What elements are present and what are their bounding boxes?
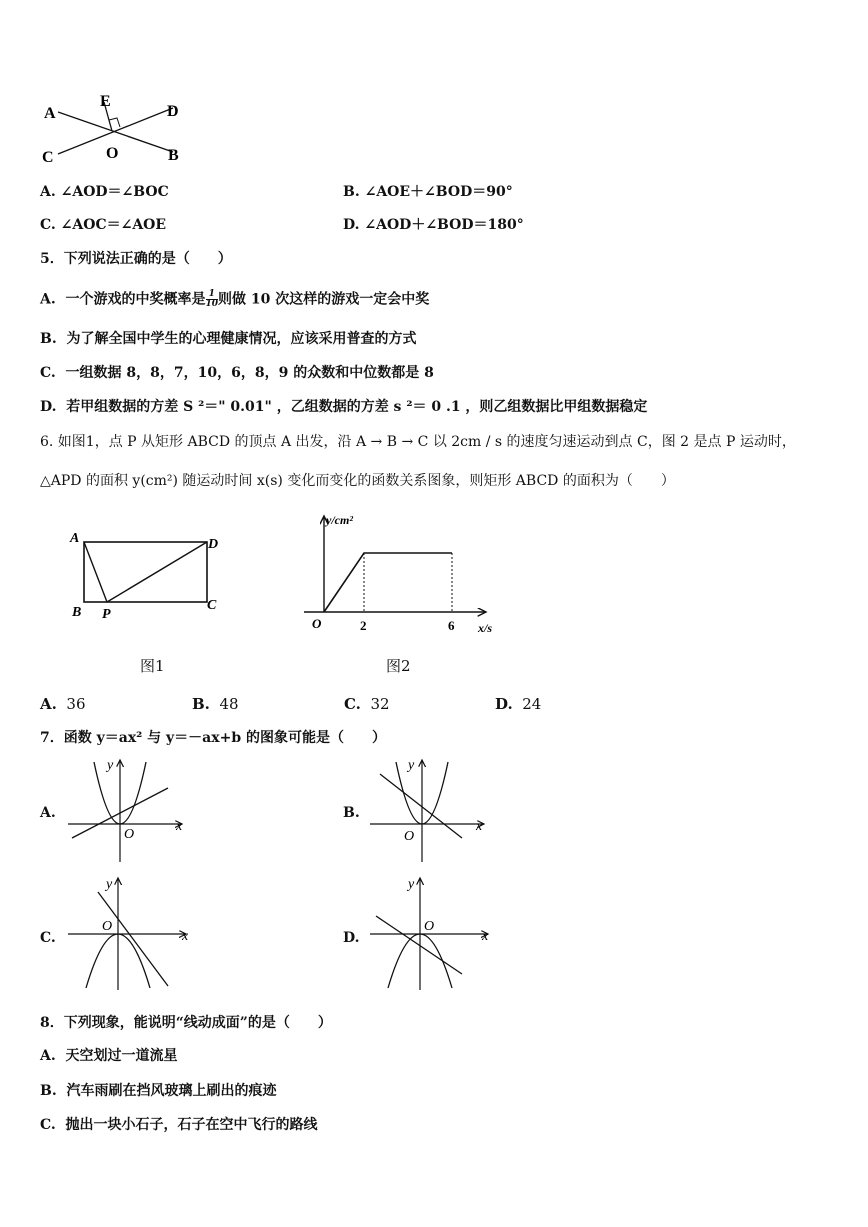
q8-option-c: C. 抛出一块小石子，石子在空中飞行的路线: [40, 1117, 318, 1133]
segment-PD: [107, 542, 207, 602]
q5-option-d: D. 若甲组数据的方差 S ²＝" 0.01" ，乙组数据的方差 s ²＝ 0 .1 ，则乙组数据比甲组数据稳定: [40, 399, 648, 415]
fig2-ylabel: y/cm²: [326, 513, 353, 527]
label-origin: O: [404, 829, 415, 844]
label-D: D: [167, 103, 179, 120]
q5-option-c: C. 一组数据 8，8，7，10，6，8，9 的众数和中位数都是 8: [40, 365, 434, 381]
q6-stem-line2: △APD 的面积 y(cm²) 随运动时间 x(s) 变化而变化的函数关系图象，则矩形 ABCD 的面积为（ ）: [40, 473, 675, 489]
label-A: A: [44, 105, 56, 122]
q6-option-d: D. 24: [495, 695, 542, 713]
label-x: x: [182, 929, 189, 944]
label-C: C: [42, 149, 54, 166]
q7-option-a-letter: A.: [40, 805, 56, 821]
q6-figure1-rectangle: [62, 524, 232, 624]
line: [380, 774, 462, 838]
line: [376, 916, 462, 974]
q6-figure1-caption: 图1: [140, 657, 165, 675]
fig1-label-C: C: [207, 598, 217, 613]
q4-option-b: B. ∠AOE＋∠BOD＝90°: [343, 184, 513, 200]
label-x: x: [482, 929, 489, 944]
fig2-tick-6: 6: [448, 618, 455, 633]
label-x: x: [176, 819, 183, 834]
label-y: y: [408, 877, 415, 892]
q7-graph-c: [64, 872, 194, 992]
label-x: x: [476, 819, 483, 834]
label-B: B: [168, 147, 179, 164]
label-y: y: [106, 877, 113, 892]
label-O: O: [106, 145, 119, 162]
q8-stem: 8．下列现象，能说明“线动成面”的是（ ）: [40, 1015, 332, 1031]
q7-option-c-letter: C.: [40, 930, 56, 946]
q8-option-a: A. 天空划过一道流星: [40, 1048, 178, 1064]
q7-option-d-letter: D.: [343, 930, 360, 946]
q7-option-b-letter: B.: [343, 805, 360, 821]
q7-graph-d: [366, 872, 496, 992]
fig1-label-P: P: [102, 607, 111, 622]
q5-option-a: A. 一个游戏的中奖概率是 $\frac{1}{10}$ 则做 10 次这样的游戏一定会中奖: [40, 289, 430, 309]
fig2-function-line: [324, 553, 452, 612]
q4-angle-figure: [38, 88, 198, 168]
q4-option-a: A. ∠AOD＝∠BOC: [40, 184, 169, 200]
q8-option-b: B. 汽车雨刷在挡风玻璃上刷出的痕迹: [40, 1083, 277, 1099]
fig2-tick-2: 2: [360, 618, 367, 633]
fig2-origin: O: [312, 616, 322, 631]
q6-option-c: C. 32: [344, 695, 390, 713]
q7-graph-b: [366, 756, 496, 864]
fig2-xlabel: x/s: [478, 621, 493, 635]
label-origin: O: [124, 827, 135, 842]
segment-AP: [84, 542, 107, 602]
q4-option-c: C. ∠AOC＝∠AOE: [40, 217, 167, 233]
rect-ABCD: [84, 542, 207, 602]
label-y: y: [408, 758, 415, 773]
q7-stem: 7．函数 y＝ax² 与 y＝－ax+b 的图象可能是（ ）: [40, 730, 386, 746]
q6-figure2-graph: [296, 508, 506, 638]
q6-option-b: B. 48: [192, 695, 239, 713]
q6-option-a: A. 36: [40, 695, 86, 713]
q6-figure2-caption: 图2: [386, 657, 411, 675]
q5-option-b: B. 为了解全国中学生的心理健康情况，应该采用普查的方式: [40, 331, 417, 347]
label-origin: O: [424, 919, 435, 934]
q5-stem: 5．下列说法正确的是（ ）: [40, 251, 232, 267]
fig1-label-D: D: [208, 537, 219, 552]
label-E: E: [100, 93, 111, 110]
q6-stem-line1: 6. 如图1，点 P 从矩形 ABCD 的顶点 A 出发，沿 A → B → C 以 2cm / s 的速度匀速运动到点 C，图 2 是点 P 运动时，: [40, 434, 796, 450]
label-origin: O: [102, 919, 113, 934]
q7-graph-a: [64, 756, 194, 864]
fraction-one-tenth: $\frac{1}{10}$: [205, 289, 219, 309]
fig1-label-A: A: [70, 531, 80, 546]
label-y: y: [107, 758, 114, 773]
fig1-label-B: B: [72, 605, 82, 620]
q4-option-d: D. ∠AOD＋∠BOD＝180°: [343, 217, 524, 233]
